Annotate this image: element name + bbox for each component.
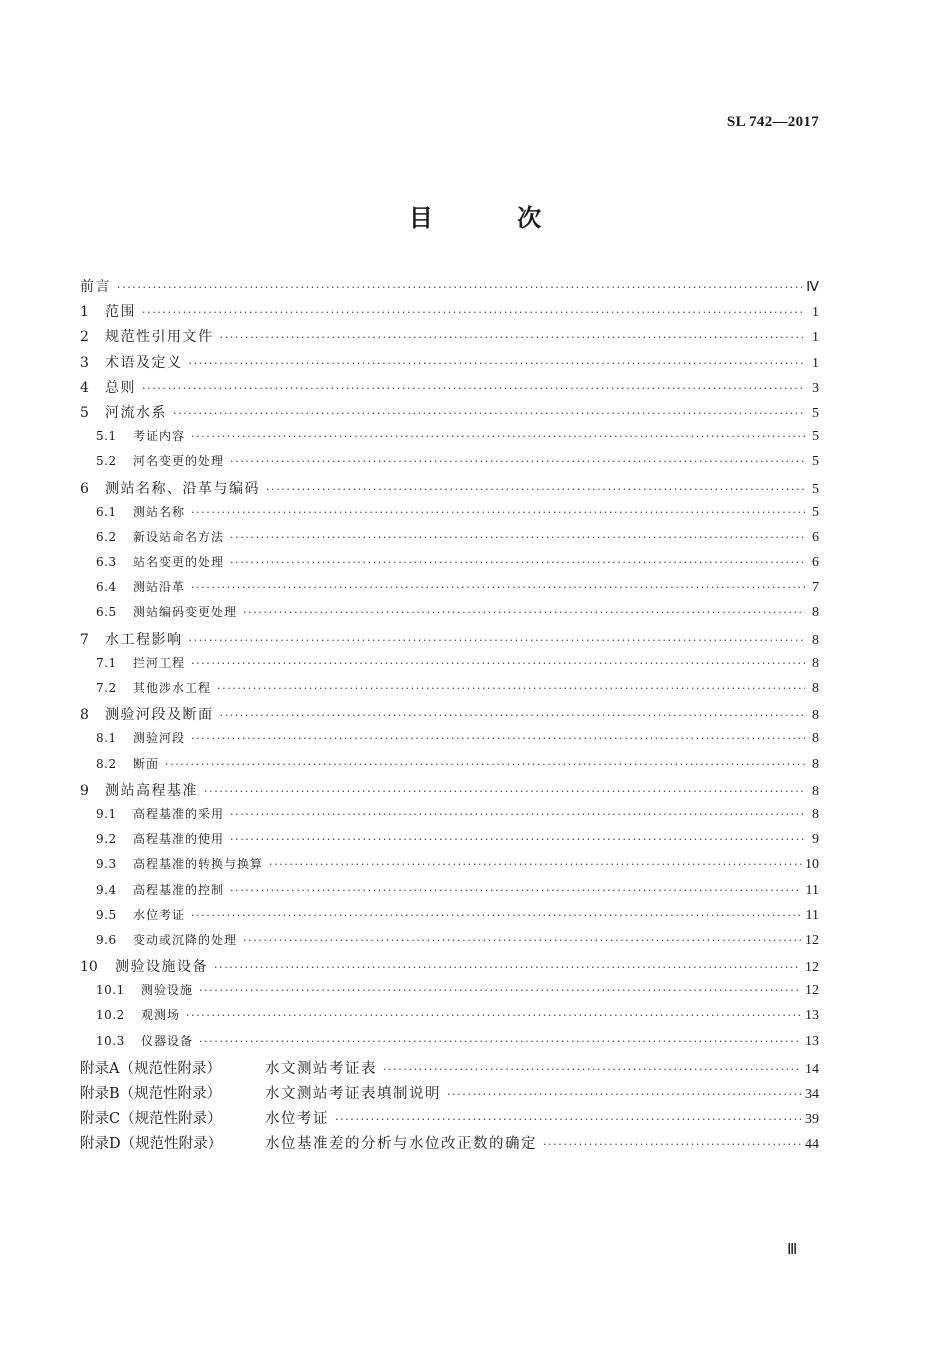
toc-entry-number: 7 (80, 631, 89, 648)
toc-entry-number: 9.2 (96, 832, 117, 847)
toc-entry-5-2[interactable] (80, 452, 819, 477)
toc-entry-title: 仪器设备 (141, 1033, 194, 1048)
toc-entry-title: 测站沿革 (133, 580, 186, 595)
toc-entry-6-2[interactable] (80, 528, 819, 553)
toc-entry-number: 2 (80, 329, 89, 346)
dot-leader (217, 682, 805, 695)
dot-leader (243, 606, 805, 619)
toc-entry-number: 6.1 (96, 504, 117, 519)
toc-entry-page: 8 (812, 731, 819, 747)
toc-entry-title: 河名变更的处理 (133, 454, 225, 469)
toc-entry-page: 8 (812, 806, 819, 822)
toc-entry-1[interactable] (80, 301, 819, 326)
dot-leader (204, 785, 805, 798)
toc-entry-page: 5 (812, 504, 819, 520)
toc-entry-page: 5 (812, 454, 819, 470)
toc-entry-page: Ⅳ (806, 280, 819, 295)
dot-leader (220, 709, 806, 722)
toc-entry-10[interactable] (80, 956, 819, 981)
dot-leader (199, 1035, 801, 1048)
page-number: Ⅲ (787, 1242, 798, 1258)
toc-entry-9[interactable] (80, 780, 819, 805)
toc-entry-number: 9.3 (96, 857, 117, 872)
dot-leader (266, 483, 805, 496)
toc-entry-appendix-c[interactable] (80, 1107, 819, 1132)
toc-entry-page: 7 (812, 580, 819, 596)
dot-leader (142, 382, 805, 395)
toc-entry-title: 水位考证 (265, 1111, 329, 1128)
toc-entry-7-2[interactable] (80, 679, 819, 704)
toc-entry-9-1[interactable] (80, 805, 819, 830)
toc-entry-page: 8 (812, 681, 819, 696)
toc-entry-6-1[interactable] (80, 503, 819, 528)
toc-entry-page: 39 (805, 1112, 819, 1128)
toc-entry-number: 5.2 (96, 454, 117, 469)
dot-leader (165, 758, 805, 771)
toc-entry-title: 测站名称 (133, 504, 186, 519)
toc-entry-number: 9.6 (96, 932, 117, 947)
toc-entry-page: 14 (805, 1061, 819, 1077)
toc-entry-title: 高程基准的使用 (133, 832, 225, 847)
dot-leader (383, 1063, 801, 1076)
dot-leader (243, 934, 801, 947)
toc-entry-10-1[interactable] (80, 981, 819, 1006)
toc-entry-title: 水工程影响 (105, 631, 183, 648)
toc-entry-title: 测验设施设备 (115, 959, 208, 976)
toc-entry-title: 测验河段及断面 (105, 707, 214, 724)
toc-entry-title: 水位基准差的分析与水位改正数的确定 (265, 1136, 537, 1153)
toc-entry-page: 8 (812, 655, 819, 671)
dot-leader (173, 407, 805, 420)
toc-entry-9-3[interactable] (80, 855, 819, 880)
toc-entry-page: 5 (812, 405, 819, 421)
dot-leader (191, 506, 805, 519)
dot-leader (142, 306, 805, 319)
toc-entry-9-2[interactable] (80, 830, 819, 855)
toc-entry-page: 1 (812, 305, 819, 321)
toc-entry-number: 6.3 (96, 555, 117, 570)
toc-entry-number: 10 (80, 959, 98, 976)
toc-entry-title: 测验河段 (133, 731, 186, 746)
toc-entry-6[interactable] (80, 478, 819, 503)
dot-leader (191, 581, 805, 594)
toc-entry-number: 10.1 (96, 983, 125, 998)
toc-entry-3[interactable] (80, 352, 819, 377)
toc-entry-title: 观测场 (141, 1008, 181, 1023)
toc-entry-title: 站名变更的处理 (133, 555, 225, 570)
toc-entry-page: 1 (812, 355, 819, 371)
toc-entry-title: 高程基准的采用 (133, 806, 225, 821)
toc-entry-title: 新设站命名方法 (133, 529, 225, 544)
table-of-contents (80, 276, 819, 1158)
toc-entry-title: 河流水系 (105, 404, 167, 421)
toc-entry-title: 测站编码变更处理 (133, 605, 238, 620)
toc-entry-number: 附录D（规范性附录） (80, 1136, 223, 1153)
toc-entry-title: 高程基准的控制 (133, 882, 225, 897)
dot-leader (230, 531, 805, 544)
toc-entry-appendix-d[interactable] (80, 1132, 819, 1157)
toc-entry-title: 考证内容 (133, 429, 186, 444)
toc-entry-number: 附录A（规范性附录） (80, 1060, 221, 1077)
dot-leader (117, 281, 802, 294)
toc-entry-number: 5.1 (96, 429, 117, 444)
toc-entry-page: 12 (805, 932, 819, 948)
toc-entry-title: 断面 (133, 756, 160, 771)
toc-entry-title: 水文测站考证表填制说明 (265, 1086, 441, 1102)
toc-entry-title: 测验设施 (141, 983, 194, 998)
toc-entry-number: 9.5 (96, 907, 117, 922)
toc-entry-page: 13 (805, 1008, 819, 1024)
toc-entry-number: 3 (80, 354, 89, 371)
toc-entry-page: 12 (805, 983, 819, 999)
dot-leader (335, 1113, 801, 1126)
toc-entry-number: 6 (80, 480, 89, 497)
toc-entry-number: 6.5 (96, 605, 117, 620)
toc-entry-foreword[interactable] (80, 276, 819, 301)
toc-entry-4[interactable] (80, 377, 819, 402)
toc-entry-page: 13 (805, 1033, 819, 1049)
toc-entry-page: 5 (812, 429, 819, 445)
toc-entry-title: 范围 (105, 304, 136, 321)
toc-entry-number: 4 (80, 379, 89, 396)
toc-entry-page: 6 (812, 555, 819, 571)
toc-entry-page: 11 (805, 882, 819, 898)
toc-entry-7-1[interactable] (80, 654, 819, 679)
toc-entry-page: 5 (812, 481, 819, 497)
toc-entry-number: 10.2 (96, 1008, 125, 1023)
toc-entry-page: 1 (812, 330, 819, 346)
dot-leader (230, 808, 805, 821)
dot-leader (230, 556, 805, 569)
toc-entry-page: 3 (812, 380, 819, 396)
toc-entry-8-2[interactable] (80, 755, 819, 780)
toc-entry-number: 7.2 (96, 681, 117, 695)
toc-entry-5-1[interactable] (80, 427, 819, 452)
toc-entry-number: 5 (80, 404, 89, 421)
toc-entry-9-6[interactable] (80, 931, 819, 956)
toc-entry-number: 8.2 (96, 756, 117, 771)
toc-entry-number: 7.1 (96, 655, 117, 670)
toc-entry-page: 34 (805, 1087, 819, 1102)
toc-entry-title: 其他涉水工程 (133, 681, 212, 695)
document-code: SL 742—2017 (726, 114, 819, 130)
dot-leader (230, 884, 802, 897)
toc-entry-6-4[interactable] (80, 578, 819, 603)
toc-entry-number: 8 (80, 707, 89, 724)
dot-leader (191, 657, 805, 670)
dot-leader (191, 732, 805, 745)
toc-entry-number: 9.1 (96, 806, 117, 821)
dot-leader (189, 357, 806, 370)
toc-entry-title: 测站名称、沿革与编码 (105, 480, 260, 497)
dot-leader (230, 455, 805, 468)
toc-entry-number: 10.3 (96, 1033, 125, 1048)
toc-entry-page: 8 (812, 783, 819, 799)
toc-entry-number: 1 (80, 304, 89, 321)
toc-entry-title: 水文测站考证表 (265, 1060, 377, 1077)
dot-leader (191, 909, 802, 922)
dot-leader (447, 1088, 801, 1101)
toc-entry-9-5[interactable] (80, 906, 819, 931)
toc-entry-title: 规范性引用文件 (105, 329, 214, 346)
toc-entry-appendix-a[interactable] (80, 1057, 819, 1082)
toc-entry-title: 测站高程基准 (105, 782, 198, 799)
toc-entry-8-1[interactable] (80, 729, 819, 754)
toc-entry-10-2[interactable] (80, 1006, 819, 1031)
toc-entry-title: 总则 (105, 379, 136, 396)
toc-entry-2[interactable] (80, 326, 819, 351)
toc-entry-page: 44 (805, 1137, 819, 1153)
toc-entry-number: 9.4 (96, 882, 117, 897)
toc-entry-number: 附录B（规范性附录） (80, 1086, 222, 1102)
toc-entry-number: 6.2 (96, 529, 117, 544)
toc-entry-title: 水位考证 (133, 907, 186, 922)
toc-entry-page: 8 (812, 632, 819, 648)
dot-leader (214, 961, 801, 974)
toc-entry-page: 8 (812, 605, 819, 621)
toc-title: 目 次 (408, 203, 580, 232)
toc-entry-number: 8.1 (96, 731, 117, 746)
toc-entry-title: 拦河工程 (133, 655, 186, 670)
toc-entry-number: 9 (80, 782, 89, 799)
toc-entry-appendix-b[interactable] (80, 1082, 819, 1107)
toc-entry-number: 6.4 (96, 580, 117, 595)
toc-entry-page: 6 (812, 529, 819, 545)
dot-leader (230, 833, 805, 846)
toc-entry-6-3[interactable] (80, 553, 819, 578)
dot-leader (186, 1009, 801, 1022)
toc-entry-number: 附录C（规范性附录） (80, 1111, 222, 1128)
toc-entry-title: 高程基准的转换与换算 (133, 857, 264, 872)
toc-entry-7[interactable] (80, 629, 819, 654)
toc-entry-page: 9 (812, 832, 819, 848)
dot-leader (199, 984, 801, 997)
toc-entry-page: 11 (805, 907, 819, 923)
dot-leader (543, 1138, 801, 1151)
dot-leader (220, 331, 806, 344)
toc-entry-9-4[interactable] (80, 881, 819, 906)
toc-entry-title: 变动或沉降的处理 (133, 932, 238, 947)
toc-entry-title: 前言 (80, 279, 111, 295)
toc-entry-6-5[interactable] (80, 603, 819, 628)
toc-entry-page: 10 (805, 857, 819, 873)
toc-entry-title: 术语及定义 (105, 354, 183, 371)
dot-leader (269, 858, 801, 871)
toc-entry-5[interactable] (80, 402, 819, 427)
toc-entry-10-3[interactable] (80, 1032, 819, 1057)
toc-entry-8[interactable] (80, 704, 819, 729)
toc-entry-page: 12 (805, 960, 819, 976)
toc-entry-page: 8 (812, 756, 819, 772)
dot-leader (191, 430, 805, 443)
dot-leader (189, 634, 806, 647)
toc-entry-page: 8 (812, 708, 819, 724)
